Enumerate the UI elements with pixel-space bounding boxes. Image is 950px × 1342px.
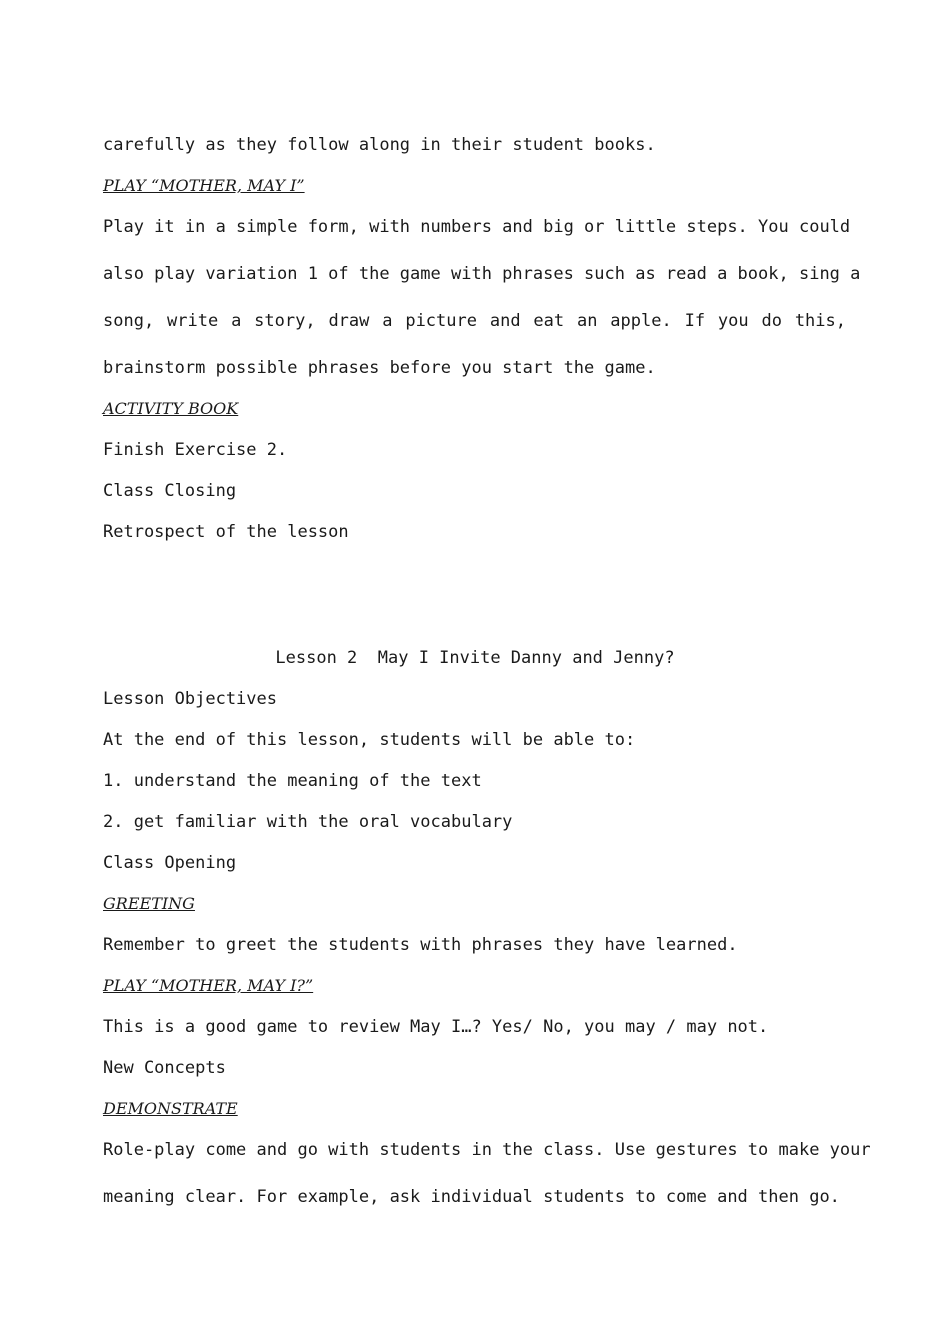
paragraph-line: Role-play come and go with students in the class. Use gestures to make your — [103, 1140, 871, 1160]
text-line: Retrospect of the lesson — [103, 522, 349, 542]
text-line: At the end of this lesson, students will be able to: — [103, 730, 636, 750]
section-heading-play-mother-may-i-2: PLAY “MOTHER, MAY I?” — [103, 976, 314, 995]
section-heading-activity-book: ACTIVITY BOOK — [103, 399, 239, 418]
text-line: Finish Exercise 2. — [103, 440, 288, 460]
paragraph-line: meaning clear. For example, ask individual students to come and then go. — [103, 1187, 840, 1207]
list-item: 1. understand the meaning of the text — [103, 771, 482, 791]
section-heading-demonstrate: DEMONSTRATE — [103, 1099, 238, 1118]
text-line: Remember to greet the students with phrases they have learned. — [103, 935, 738, 955]
text-line: This is a good game to review May I…? Yes/ No, you may / may not. — [103, 1017, 769, 1037]
paragraph-line: also play variation 1 of the game with phrases such as read a book, sing a — [103, 264, 861, 284]
list-item: 2. get familiar with the oral vocabulary — [103, 812, 513, 832]
text-line: New Concepts — [103, 1058, 226, 1078]
section-heading-play-mother-may-i: PLAY “MOTHER, MAY I” — [103, 176, 305, 195]
paragraph-line: brainstorm possible phrases before you start the game. — [103, 358, 656, 378]
section-heading-greeting: GREETING — [103, 894, 195, 913]
paragraph-line: song, write a story, draw a picture and eat an apple. If you do this, — [103, 311, 846, 331]
lesson-title: Lesson 2 May I Invite Danny and Jenny? — [275, 648, 675, 668]
text-line: Lesson Objectives — [103, 689, 277, 709]
text-line: carefully as they follow along in their student books. — [103, 135, 656, 155]
text-line: Class Opening — [103, 853, 237, 873]
text-line: Class Closing — [103, 481, 237, 501]
paragraph-line: Play it in a simple form, with numbers and big or little steps. You could — [103, 217, 851, 237]
